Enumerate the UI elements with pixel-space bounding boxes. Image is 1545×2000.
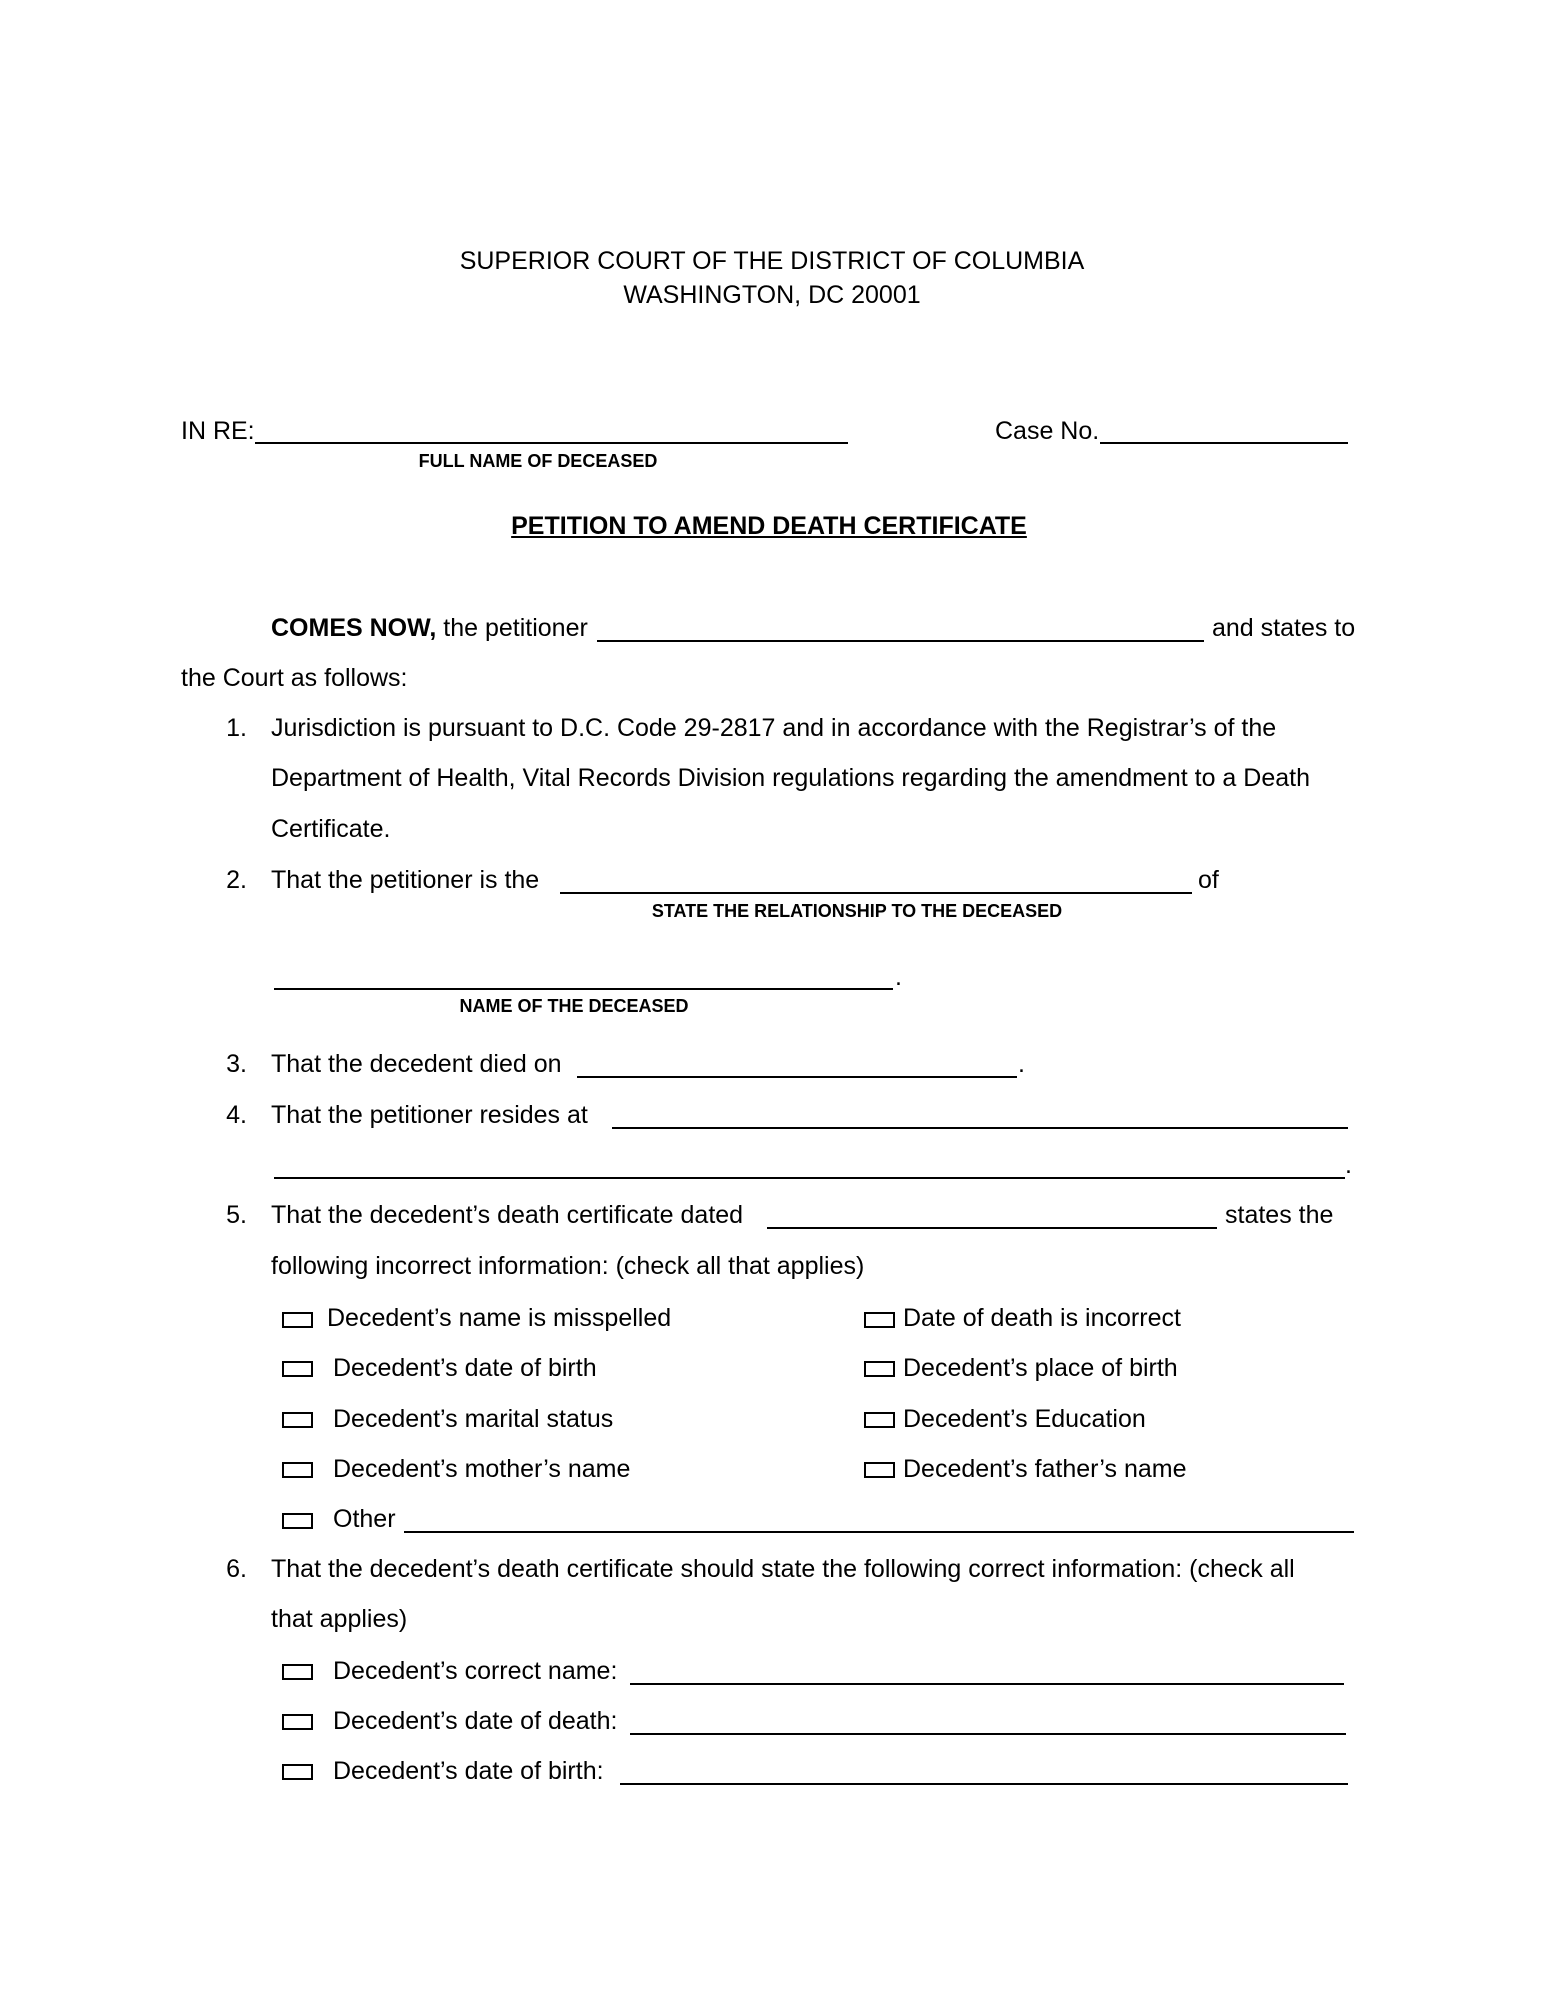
option-father-name: Decedent’s father’s name bbox=[903, 1455, 1187, 1483]
intro-line bbox=[271, 613, 588, 643]
deceased-name-field-2[interactable] bbox=[274, 988, 893, 990]
checkbox-correct-name[interactable] bbox=[282, 1664, 313, 1680]
item-3-period: . bbox=[1018, 1050, 1025, 1078]
checkbox-correct-date-of-death[interactable] bbox=[282, 1714, 313, 1730]
petitioner-text: the petitioner bbox=[443, 614, 588, 642]
option-correct-name: Decedent’s correct name: bbox=[333, 1657, 618, 1685]
deceased-name-label-2: NAME OF THE DECEASED bbox=[459, 996, 689, 1016]
checkbox-father-name[interactable] bbox=[864, 1462, 895, 1478]
and-states-text: and states to bbox=[1212, 614, 1356, 642]
item-6-line-2: that applies) bbox=[271, 1605, 408, 1633]
correct-date-of-death-field[interactable] bbox=[630, 1733, 1346, 1735]
option-place-of-birth: Decedent’s place of birth bbox=[903, 1354, 1178, 1382]
item-number-1: 1. bbox=[226, 714, 247, 742]
court-name: SUPERIOR COURT OF THE DISTRICT OF COLUMBIA bbox=[459, 247, 1085, 275]
court-address: WASHINGTON, DC 20001 bbox=[623, 281, 921, 309]
in-re-label: IN RE: bbox=[181, 417, 255, 445]
item-2-of: of bbox=[1198, 866, 1219, 894]
deceased-name-field[interactable] bbox=[255, 442, 848, 444]
item-5-text: That the decedent’s death certificate dated bbox=[271, 1201, 744, 1229]
page-title: PETITION TO AMEND DEATH CERTIFICATE bbox=[511, 512, 1027, 540]
case-no-field[interactable] bbox=[1100, 442, 1348, 444]
relationship-label: STATE THE RELATIONSHIP TO THE DECEASED bbox=[651, 901, 1063, 921]
item-3-text: That the decedent died on bbox=[271, 1050, 562, 1078]
checkbox-date-of-death-incorrect[interactable] bbox=[864, 1312, 895, 1328]
relationship-field[interactable] bbox=[560, 892, 1192, 894]
option-other: Other bbox=[333, 1505, 396, 1533]
correct-date-of-birth-field[interactable] bbox=[620, 1783, 1348, 1785]
item-5-states: states the bbox=[1225, 1201, 1334, 1229]
checkbox-date-of-birth[interactable] bbox=[282, 1361, 313, 1377]
checkbox-education[interactable] bbox=[864, 1412, 895, 1428]
item-5-line-2: following incorrect information: (check all that applies) bbox=[271, 1252, 865, 1280]
item-1-line-2: Department of Health, Vital Records Division regulations regarding the amendment to a Death bbox=[271, 764, 1310, 792]
checkbox-marital-status[interactable] bbox=[282, 1412, 313, 1428]
deceased-name-label: FULL NAME OF DECEASED bbox=[418, 451, 658, 471]
certificate-date-field[interactable] bbox=[767, 1227, 1217, 1229]
item-1-line-1: Jurisdiction is pursuant to D.C. Code 29-2817 and in accordance with the Registrar’s of the bbox=[271, 714, 1277, 742]
item-number-6: 6. bbox=[226, 1555, 247, 1583]
other-field[interactable] bbox=[404, 1531, 1354, 1533]
checkbox-mother-name[interactable] bbox=[282, 1462, 313, 1478]
item-number-5: 5. bbox=[226, 1201, 247, 1229]
option-marital-status: Decedent’s marital status bbox=[333, 1405, 614, 1433]
item-2-period: . bbox=[895, 963, 902, 991]
option-correct-date-of-death: Decedent’s date of death: bbox=[333, 1707, 618, 1735]
option-date-of-death-incorrect: Date of death is incorrect bbox=[903, 1304, 1181, 1332]
item-number-3: 3. bbox=[226, 1050, 247, 1078]
item-1-line-3: Certificate. bbox=[271, 815, 391, 843]
item-6-line-1: That the decedent’s death certificate should state the following correct information: (check all bbox=[271, 1555, 1295, 1583]
item-number-4: 4. bbox=[226, 1101, 247, 1129]
address-field-2[interactable] bbox=[274, 1177, 1345, 1179]
checkbox-other[interactable] bbox=[282, 1513, 313, 1529]
correct-name-field[interactable] bbox=[630, 1683, 1344, 1685]
item-4-text: That the petitioner resides at bbox=[271, 1101, 588, 1129]
item-number-2: 2. bbox=[226, 866, 247, 894]
checkbox-correct-date-of-birth[interactable] bbox=[282, 1764, 313, 1780]
case-no-label: Case No. bbox=[995, 417, 1100, 445]
address-field-1[interactable] bbox=[612, 1127, 1348, 1129]
checkbox-name-misspelled[interactable] bbox=[282, 1312, 313, 1328]
date-of-death-field[interactable] bbox=[577, 1076, 1017, 1078]
option-date-of-birth: Decedent’s date of birth bbox=[333, 1354, 597, 1382]
petitioner-name-field[interactable] bbox=[597, 640, 1204, 642]
option-mother-name: Decedent’s mother’s name bbox=[333, 1455, 631, 1483]
option-name-misspelled: Decedent’s name is misspelled bbox=[327, 1304, 672, 1332]
court-follows-text: the Court as follows: bbox=[181, 664, 408, 692]
checkbox-place-of-birth[interactable] bbox=[864, 1361, 895, 1377]
option-correct-date-of-birth: Decedent’s date of birth: bbox=[333, 1757, 604, 1785]
option-education: Decedent’s Education bbox=[903, 1405, 1146, 1433]
comes-now: COMES NOW, bbox=[271, 614, 437, 642]
item-4-period: . bbox=[1345, 1151, 1352, 1179]
item-2-text: That the petitioner is the bbox=[271, 866, 540, 894]
